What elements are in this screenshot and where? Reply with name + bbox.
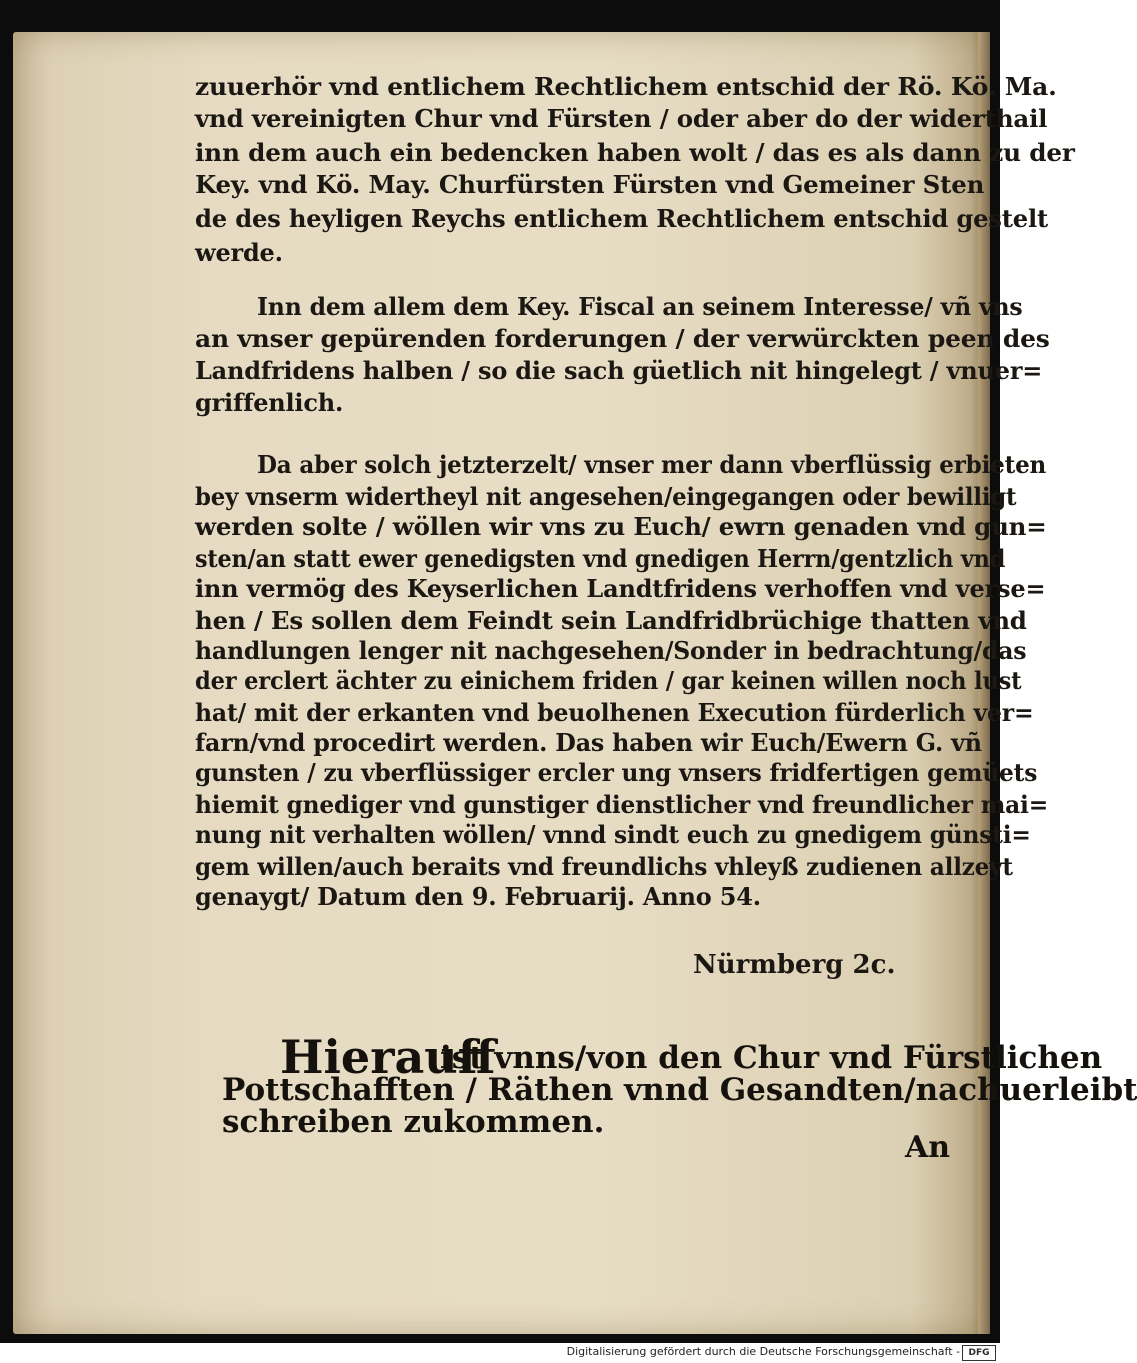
text-line: vnd vereinigten Chur vnd Fürsten / oder aber do der widerthail xyxy=(195,104,1048,133)
text-line: sten/an statt ewer genedigsten vnd gnedigen Herrn/gentzlich vnd xyxy=(195,544,1006,573)
text-line: der erclert ächter zu einichem friden / gar keinen willen noch lust xyxy=(195,666,1022,695)
text-line: nung nit verhalten wöllen/ vnnd sindt euch zu gnedigem günsti= xyxy=(195,820,1031,849)
text-line: gem willen/auch beraits vnd freundlichs vhleyß zudienen allzeyt xyxy=(195,852,1013,881)
footer-bar xyxy=(0,1343,1000,1363)
text-line: inn dem auch ein bedencken haben wolt / das es als dann zu der xyxy=(195,138,1075,167)
dfg-logo-icon[interactable]: DFG xyxy=(962,1345,996,1361)
text-line: Inn dem allem dem Key. Fiscal an seinem Interesse/ vñ vns xyxy=(257,292,1023,321)
text-line: hiemit gnediger vnd gunstiger dienstlicher vnd freundlicher mai= xyxy=(195,790,1049,819)
section-heading-line: Pottschafften / Räthen vnnd Gesandten/nachuerleibt xyxy=(222,1072,1137,1108)
text-line: genaygt/ Datum den 9. Februarij. Anno 54. xyxy=(195,882,761,911)
text-line: Landfridens halben / so die sach güetlich nit hingelegt / vnuer= xyxy=(195,356,1043,385)
text-line: inn vermög des Keyserlichen Landtfridens verhoffen vnd verse= xyxy=(195,574,1046,603)
text-line: bey vnserm widertheyl nit angesehen/eingegangen oder bewilligt xyxy=(195,482,1017,511)
text-line: de des heyligen Reychs entlichem Rechtlichem entschid gestelt xyxy=(195,204,1048,233)
text-line: griffenlich. xyxy=(195,388,344,417)
place-signature: Nürmberg 2c. xyxy=(693,950,896,980)
section-heading-line: ist vnns/von den Chur vnd Fürstlichen xyxy=(440,1040,1103,1076)
text-line: zuuerhör vnd entlichem Rechtlichem entschid der Rö. Kö. Ma. xyxy=(195,72,1057,101)
catchword: An xyxy=(905,1130,951,1165)
footer-credit: Digitalisierung gefördert durch die Deutsche Forschungsgemeinschaft - xyxy=(566,1345,960,1358)
text-line: werden solte / wöllen wir vns zu Euch/ ewrn genaden vnd gun= xyxy=(195,512,1047,541)
text-line: handlungen lenger nit nachgesehen/Sonder in bedrachtung/das xyxy=(195,636,1027,665)
text-line: gunsten / zu vberflüssiger ercler ung vnsers fridfertigen gemüets xyxy=(195,758,1038,787)
text-line: hat/ mit der erkanten vnd beuolhenen Execution fürderlich ver= xyxy=(195,698,1034,727)
text-line: an vnser gepürenden forderungen / der verwürckten peen des xyxy=(195,324,1050,353)
text-line: Da aber solch jetzterzelt/ vnser mer dann vberflüssig erbieten xyxy=(257,450,1047,479)
text-line: werde. xyxy=(195,238,283,267)
section-heading-line: schreiben zukommen. xyxy=(222,1104,605,1140)
text-line: farn/vnd procedirt werden. Das haben wir Euch/Ewern G. vñ xyxy=(195,728,982,757)
section-heading-initial: Hierauff xyxy=(280,1030,496,1084)
text-line: Key. vnd Kö. May. Churfürsten Fürsten vnd Gemeiner Sten xyxy=(195,170,985,199)
text-line: hen / Es sollen dem Feindt sein Landfridbrüchige thatten vnd xyxy=(195,606,1027,635)
